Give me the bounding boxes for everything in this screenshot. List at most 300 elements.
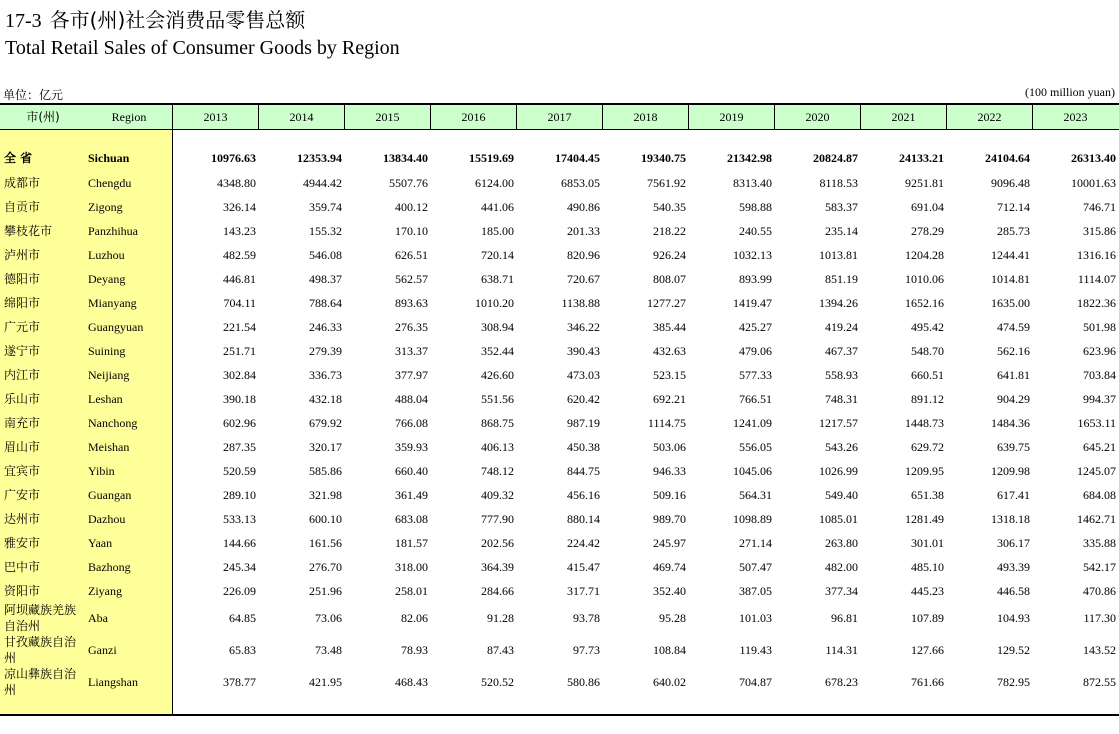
table-row xyxy=(0,634,1119,666)
row-value: 446.58 xyxy=(997,583,1030,598)
row-value: 346.22 xyxy=(567,319,600,334)
row-value: 97.73 xyxy=(573,642,600,657)
table-row xyxy=(0,556,1119,578)
row-value: 704.11 xyxy=(223,295,256,310)
row-value: 144.66 xyxy=(223,535,256,550)
table-row xyxy=(0,244,1119,266)
row-region-en: Aba xyxy=(88,610,108,625)
row-value: 114.31 xyxy=(825,642,858,657)
row-value: 987.19 xyxy=(567,415,600,430)
row-value: 994.37 xyxy=(1083,391,1116,406)
row-value: 400.12 xyxy=(395,199,428,214)
row-value: 456.16 xyxy=(567,487,600,502)
row-value: 185.00 xyxy=(481,223,514,238)
row-value: 617.41 xyxy=(997,487,1030,502)
row-region-en: Sichuan xyxy=(88,150,130,165)
row-value: 598.88 xyxy=(739,199,772,214)
row-value: 467.37 xyxy=(825,343,858,358)
row-value: 317.71 xyxy=(567,583,600,598)
row-value: 284.66 xyxy=(481,583,514,598)
row-value: 891.12 xyxy=(911,391,944,406)
row-value: 93.78 xyxy=(573,610,600,625)
row-value: 419.24 xyxy=(825,319,858,334)
row-value: 321.98 xyxy=(309,487,342,502)
row-value: 678.23 xyxy=(825,674,858,689)
row-value: 101.03 xyxy=(739,610,772,625)
row-value: 278.29 xyxy=(911,223,944,238)
row-value: 119.43 xyxy=(739,642,772,657)
row-value: 1098.89 xyxy=(733,511,772,526)
row-value: 127.66 xyxy=(911,642,944,657)
row-value: 660.40 xyxy=(395,463,428,478)
row-value: 251.96 xyxy=(309,583,342,598)
row-value: 73.06 xyxy=(315,610,342,625)
row-value: 271.14 xyxy=(739,535,772,550)
row-value: 1277.27 xyxy=(647,295,686,310)
row-city-cn: 广安市 xyxy=(4,488,41,502)
row-value: 95.28 xyxy=(659,610,686,625)
row-value: 218.22 xyxy=(653,223,686,238)
row-region-en: Meishan xyxy=(88,439,130,454)
row-value: 620.42 xyxy=(567,391,600,406)
row-region-en: Guangan xyxy=(88,487,132,502)
row-value: 302.84 xyxy=(223,367,256,382)
header-year: 2022 xyxy=(946,105,1032,129)
row-value: 335.88 xyxy=(1083,535,1116,550)
row-city-cn: 巴中市 xyxy=(4,560,41,574)
table-row xyxy=(0,602,1119,634)
row-value: 1114.07 xyxy=(1077,271,1116,286)
table-row xyxy=(0,666,1119,698)
row-value: 385.44 xyxy=(653,319,686,334)
row-value: 406.13 xyxy=(481,439,514,454)
row-value: 520.52 xyxy=(481,674,514,689)
row-value: 639.75 xyxy=(997,439,1030,454)
row-value: 683.08 xyxy=(395,511,428,526)
row-value: 626.51 xyxy=(395,247,428,262)
row-value: 880.14 xyxy=(567,511,600,526)
row-value: 1241.09 xyxy=(733,415,772,430)
table-row xyxy=(0,268,1119,290)
header-year: 2013 xyxy=(172,105,258,129)
row-region-en: Ziyang xyxy=(88,583,122,598)
table-number: 17-3 xyxy=(5,10,42,32)
row-value: 415.47 xyxy=(567,559,600,574)
row-value: 904.29 xyxy=(997,391,1030,406)
row-value: 1653.11 xyxy=(1077,415,1116,430)
row-value: 746.71 xyxy=(1083,199,1116,214)
row-value: 201.33 xyxy=(567,223,600,238)
row-value: 245.97 xyxy=(653,535,686,550)
row-value: 1013.81 xyxy=(819,247,858,262)
row-city-cn: 广元市 xyxy=(4,320,41,334)
row-city-cn: 全 省 xyxy=(4,151,33,165)
row-value: 308.94 xyxy=(481,319,514,334)
row-city-cn: 雅安市 xyxy=(4,536,41,550)
row-value: 96.81 xyxy=(831,610,858,625)
row-value: 893.99 xyxy=(739,271,772,286)
row-value: 301.01 xyxy=(911,535,944,550)
row-value: 263.80 xyxy=(825,535,858,550)
row-value: 352.44 xyxy=(481,343,514,358)
row-value: 7561.92 xyxy=(647,175,686,190)
row-value: 129.52 xyxy=(997,642,1030,657)
row-value: 409.32 xyxy=(481,487,514,502)
row-value: 1010.20 xyxy=(475,295,514,310)
row-city-cn: 宜宾市 xyxy=(4,464,41,478)
row-value: 703.84 xyxy=(1083,367,1116,382)
row-value: 542.17 xyxy=(1083,559,1116,574)
row-value: 562.16 xyxy=(997,343,1030,358)
row-value: 421.95 xyxy=(309,674,342,689)
row-value: 226.09 xyxy=(223,583,256,598)
row-value: 12353.94 xyxy=(297,150,342,165)
row-region-en: Neijiang xyxy=(88,367,130,382)
row-value: 426.60 xyxy=(481,367,514,382)
row-value: 107.89 xyxy=(911,610,944,625)
row-value: 748.12 xyxy=(481,463,514,478)
row-value: 91.28 xyxy=(487,610,514,625)
row-value: 509.16 xyxy=(653,487,686,502)
row-value: 82.06 xyxy=(401,610,428,625)
row-value: 720.14 xyxy=(481,247,514,262)
row-value: 235.14 xyxy=(825,223,858,238)
row-value: 6853.05 xyxy=(561,175,600,190)
row-value: 564.31 xyxy=(739,487,772,502)
header-year: 2017 xyxy=(516,105,602,129)
unit-label-en: (100 million yuan) xyxy=(1025,85,1115,99)
row-region-en: Dazhou xyxy=(88,511,126,526)
row-value: 276.70 xyxy=(309,559,342,574)
row-city-cn: 凉山彝族自治州 xyxy=(4,667,77,697)
table-bottom-rule xyxy=(0,714,1119,716)
table-row-total xyxy=(0,146,1119,170)
row-value: 78.93 xyxy=(401,642,428,657)
header-year: 2014 xyxy=(258,105,344,129)
row-value: 660.51 xyxy=(911,367,944,382)
row-value: 6124.00 xyxy=(475,175,514,190)
row-value: 482.59 xyxy=(223,247,256,262)
row-value: 320.17 xyxy=(309,439,342,454)
row-value: 788.64 xyxy=(309,295,342,310)
row-city-cn: 自贡市 xyxy=(4,200,41,214)
row-value: 623.96 xyxy=(1083,343,1116,358)
row-value: 306.17 xyxy=(997,535,1030,550)
table-row xyxy=(0,172,1119,194)
row-value: 10001.63 xyxy=(1071,175,1116,190)
row-city-cn: 成都市 xyxy=(4,176,41,190)
row-value: 704.87 xyxy=(739,674,772,689)
row-value: 692.21 xyxy=(653,391,686,406)
row-value: 470.86 xyxy=(1083,583,1116,598)
row-value: 1448.73 xyxy=(905,415,944,430)
row-value: 364.39 xyxy=(481,559,514,574)
row-value: 1419.47 xyxy=(733,295,772,310)
row-value: 562.57 xyxy=(395,271,428,286)
row-value: 246.33 xyxy=(309,319,342,334)
row-value: 318.00 xyxy=(395,559,428,574)
row-value: 1217.57 xyxy=(819,415,858,430)
row-value: 684.08 xyxy=(1083,487,1116,502)
row-value: 641.81 xyxy=(997,367,1030,382)
table-title-cn xyxy=(5,4,305,33)
table-row xyxy=(0,364,1119,386)
row-value: 202.56 xyxy=(481,535,514,550)
header-year: 2021 xyxy=(860,105,946,129)
row-value: 469.74 xyxy=(653,559,686,574)
row-value: 479.06 xyxy=(739,343,772,358)
row-value: 851.19 xyxy=(825,271,858,286)
row-value: 761.66 xyxy=(911,674,944,689)
row-region-en: Suining xyxy=(88,343,126,358)
row-value: 258.01 xyxy=(395,583,428,598)
row-value: 1281.49 xyxy=(905,511,944,526)
row-value: 4348.80 xyxy=(217,175,256,190)
row-city-cn: 眉山市 xyxy=(4,440,41,454)
row-value: 602.96 xyxy=(223,415,256,430)
row-value: 1394.26 xyxy=(819,295,858,310)
row-value: 104.93 xyxy=(997,610,1030,625)
row-value: 377.34 xyxy=(825,583,858,598)
row-value: 629.72 xyxy=(911,439,944,454)
row-value: 161.56 xyxy=(309,535,342,550)
row-value: 543.26 xyxy=(825,439,858,454)
row-value: 585.86 xyxy=(309,463,342,478)
row-region-en: Zigong xyxy=(88,199,123,214)
row-value: 359.74 xyxy=(309,199,342,214)
table-row xyxy=(0,388,1119,410)
row-value: 766.51 xyxy=(739,391,772,406)
row-city-cn: 遂宁市 xyxy=(4,344,41,358)
row-value: 989.70 xyxy=(653,511,686,526)
row-value: 1204.28 xyxy=(905,247,944,262)
row-value: 445.23 xyxy=(911,583,944,598)
row-value: 4944.42 xyxy=(303,175,342,190)
row-value: 441.06 xyxy=(481,199,514,214)
row-region-en: Guangyuan xyxy=(88,319,144,334)
row-value: 313.37 xyxy=(395,343,428,358)
row-value: 432.63 xyxy=(653,343,686,358)
row-value: 240.55 xyxy=(739,223,772,238)
row-value: 9251.81 xyxy=(905,175,944,190)
table-row xyxy=(0,460,1119,482)
row-value: 691.04 xyxy=(911,199,944,214)
row-value: 540.35 xyxy=(653,199,686,214)
row-value: 1318.18 xyxy=(991,511,1030,526)
row-city-cn: 绵阳市 xyxy=(4,296,41,310)
row-value: 446.81 xyxy=(223,271,256,286)
row-value: 20824.87 xyxy=(813,150,858,165)
title-cn-text: 各市(州)社会消费品零售总额 xyxy=(49,8,306,32)
row-value: 1652.16 xyxy=(905,295,944,310)
table-title-en: Total Retail Sales of Consumer Goods by Region xyxy=(5,37,400,59)
row-value: 551.56 xyxy=(481,391,514,406)
header-region: Region xyxy=(111,110,147,124)
row-value: 1209.98 xyxy=(991,463,1030,478)
row-region-en: Yaan xyxy=(88,535,113,550)
row-value: 1085.01 xyxy=(819,511,858,526)
row-value: 1244.41 xyxy=(991,247,1030,262)
header-year: 2018 xyxy=(602,105,688,129)
row-city-cn: 南充市 xyxy=(4,416,41,430)
row-value: 556.05 xyxy=(739,439,772,454)
row-value: 170.10 xyxy=(395,223,428,238)
row-value: 108.84 xyxy=(653,642,686,657)
row-value: 1045.06 xyxy=(733,463,772,478)
row-city-cn: 达州市 xyxy=(4,512,41,526)
row-value: 473.03 xyxy=(567,367,600,382)
header-year: 2015 xyxy=(344,105,430,129)
row-value: 520.59 xyxy=(223,463,256,478)
row-region-en: Luzhou xyxy=(88,247,125,262)
row-value: 645.21 xyxy=(1083,439,1116,454)
row-value: 577.33 xyxy=(739,367,772,382)
row-value: 19340.75 xyxy=(641,150,686,165)
row-value: 10976.63 xyxy=(211,150,256,165)
row-value: 638.71 xyxy=(481,271,514,286)
row-value: 485.10 xyxy=(911,559,944,574)
row-value: 548.70 xyxy=(911,343,944,358)
row-value: 359.93 xyxy=(395,439,428,454)
row-value: 155.32 xyxy=(309,223,342,238)
row-value: 287.35 xyxy=(223,439,256,454)
row-region-en: Panzhihua xyxy=(88,223,138,238)
row-value: 679.92 xyxy=(309,415,342,430)
row-region-en: Ganzi xyxy=(88,642,117,657)
row-value: 8118.53 xyxy=(819,175,858,190)
row-value: 326.14 xyxy=(223,199,256,214)
row-value: 289.10 xyxy=(223,487,256,502)
row-region-en: Deyang xyxy=(88,271,126,286)
header-year: 2023 xyxy=(1032,105,1118,129)
row-value: 808.07 xyxy=(653,271,686,286)
row-value: 26313.40 xyxy=(1071,150,1116,165)
row-value: 893.63 xyxy=(395,295,428,310)
row-value: 1316.16 xyxy=(1077,247,1116,262)
table-row xyxy=(0,196,1119,218)
row-value: 782.95 xyxy=(997,674,1030,689)
table-row xyxy=(0,412,1119,434)
table-row xyxy=(0,532,1119,554)
row-value: 1032.13 xyxy=(733,247,772,262)
row-value: 377.97 xyxy=(395,367,428,382)
header-city-cn: 市(州) xyxy=(26,110,60,124)
row-value: 221.54 xyxy=(223,319,256,334)
row-value: 450.38 xyxy=(567,439,600,454)
row-value: 651.38 xyxy=(911,487,944,502)
row-value: 498.37 xyxy=(309,271,342,286)
row-value: 490.86 xyxy=(567,199,600,214)
table-row xyxy=(0,340,1119,362)
table-row xyxy=(0,316,1119,338)
row-region-en: Nanchong xyxy=(88,415,138,430)
row-value: 777.90 xyxy=(481,511,514,526)
row-city-cn: 攀枝花市 xyxy=(4,224,53,238)
row-value: 1822.36 xyxy=(1077,295,1116,310)
row-city-cn: 阿坝藏族羌族自治州 xyxy=(4,603,77,633)
row-value: 24104.64 xyxy=(985,150,1030,165)
header-year: 2020 xyxy=(774,105,860,129)
row-value: 5507.76 xyxy=(389,175,428,190)
header-year: 2019 xyxy=(688,105,774,129)
row-value: 17404.45 xyxy=(555,150,600,165)
row-value: 143.23 xyxy=(223,223,256,238)
row-value: 285.73 xyxy=(997,223,1030,238)
row-value: 64.85 xyxy=(229,610,256,625)
row-value: 868.75 xyxy=(481,415,514,430)
row-value: 503.06 xyxy=(653,439,686,454)
row-value: 546.08 xyxy=(309,247,342,262)
row-value: 872.55 xyxy=(1083,674,1116,689)
row-value: 1635.00 xyxy=(991,295,1030,310)
row-value: 926.24 xyxy=(653,247,686,262)
row-value: 378.77 xyxy=(223,674,256,689)
row-value: 640.02 xyxy=(653,674,686,689)
table-row xyxy=(0,436,1119,458)
row-value: 315.86 xyxy=(1083,223,1116,238)
row-value: 493.39 xyxy=(997,559,1030,574)
row-value: 507.47 xyxy=(739,559,772,574)
row-value: 390.43 xyxy=(567,343,600,358)
row-value: 1026.99 xyxy=(819,463,858,478)
row-value: 1114.75 xyxy=(647,415,686,430)
row-value: 336.73 xyxy=(309,367,342,382)
row-value: 224.42 xyxy=(567,535,600,550)
row-value: 488.04 xyxy=(395,391,428,406)
row-value: 501.98 xyxy=(1083,319,1116,334)
table-row xyxy=(0,508,1119,530)
row-value: 580.86 xyxy=(567,674,600,689)
row-value: 13834.40 xyxy=(383,150,428,165)
row-value: 558.93 xyxy=(825,367,858,382)
row-value: 720.67 xyxy=(567,271,600,286)
row-value: 748.31 xyxy=(825,391,858,406)
row-value: 279.39 xyxy=(309,343,342,358)
row-value: 482.00 xyxy=(825,559,858,574)
row-value: 1484.36 xyxy=(991,415,1030,430)
row-value: 15519.69 xyxy=(469,150,514,165)
row-value: 65.83 xyxy=(229,642,256,657)
row-region-en: Liangshan xyxy=(88,674,138,689)
row-value: 87.43 xyxy=(487,642,514,657)
row-value: 352.40 xyxy=(653,583,686,598)
row-value: 468.43 xyxy=(395,674,428,689)
row-region-en: Yibin xyxy=(88,463,115,478)
unit-label-cn: 单位：亿元 xyxy=(3,88,64,102)
row-value: 583.37 xyxy=(825,199,858,214)
row-value: 600.10 xyxy=(309,511,342,526)
row-city-cn: 资阳市 xyxy=(4,584,41,598)
row-value: 390.18 xyxy=(223,391,256,406)
row-region-en: Bazhong xyxy=(88,559,131,574)
row-value: 251.71 xyxy=(223,343,256,358)
table-row xyxy=(0,580,1119,602)
table-row xyxy=(0,292,1119,314)
row-region-en: Leshan xyxy=(88,391,123,406)
table-header-row xyxy=(0,105,1119,130)
row-value: 1245.07 xyxy=(1077,463,1116,478)
row-value: 181.57 xyxy=(395,535,428,550)
row-city-cn: 乐山市 xyxy=(4,392,41,406)
row-value: 8313.40 xyxy=(733,175,772,190)
row-value: 820.96 xyxy=(567,247,600,262)
row-value: 844.75 xyxy=(567,463,600,478)
row-region-en: Mianyang xyxy=(88,295,137,310)
row-value: 1462.71 xyxy=(1077,511,1116,526)
row-value: 1010.06 xyxy=(905,271,944,286)
row-value: 495.42 xyxy=(911,319,944,334)
row-value: 1014.81 xyxy=(991,271,1030,286)
